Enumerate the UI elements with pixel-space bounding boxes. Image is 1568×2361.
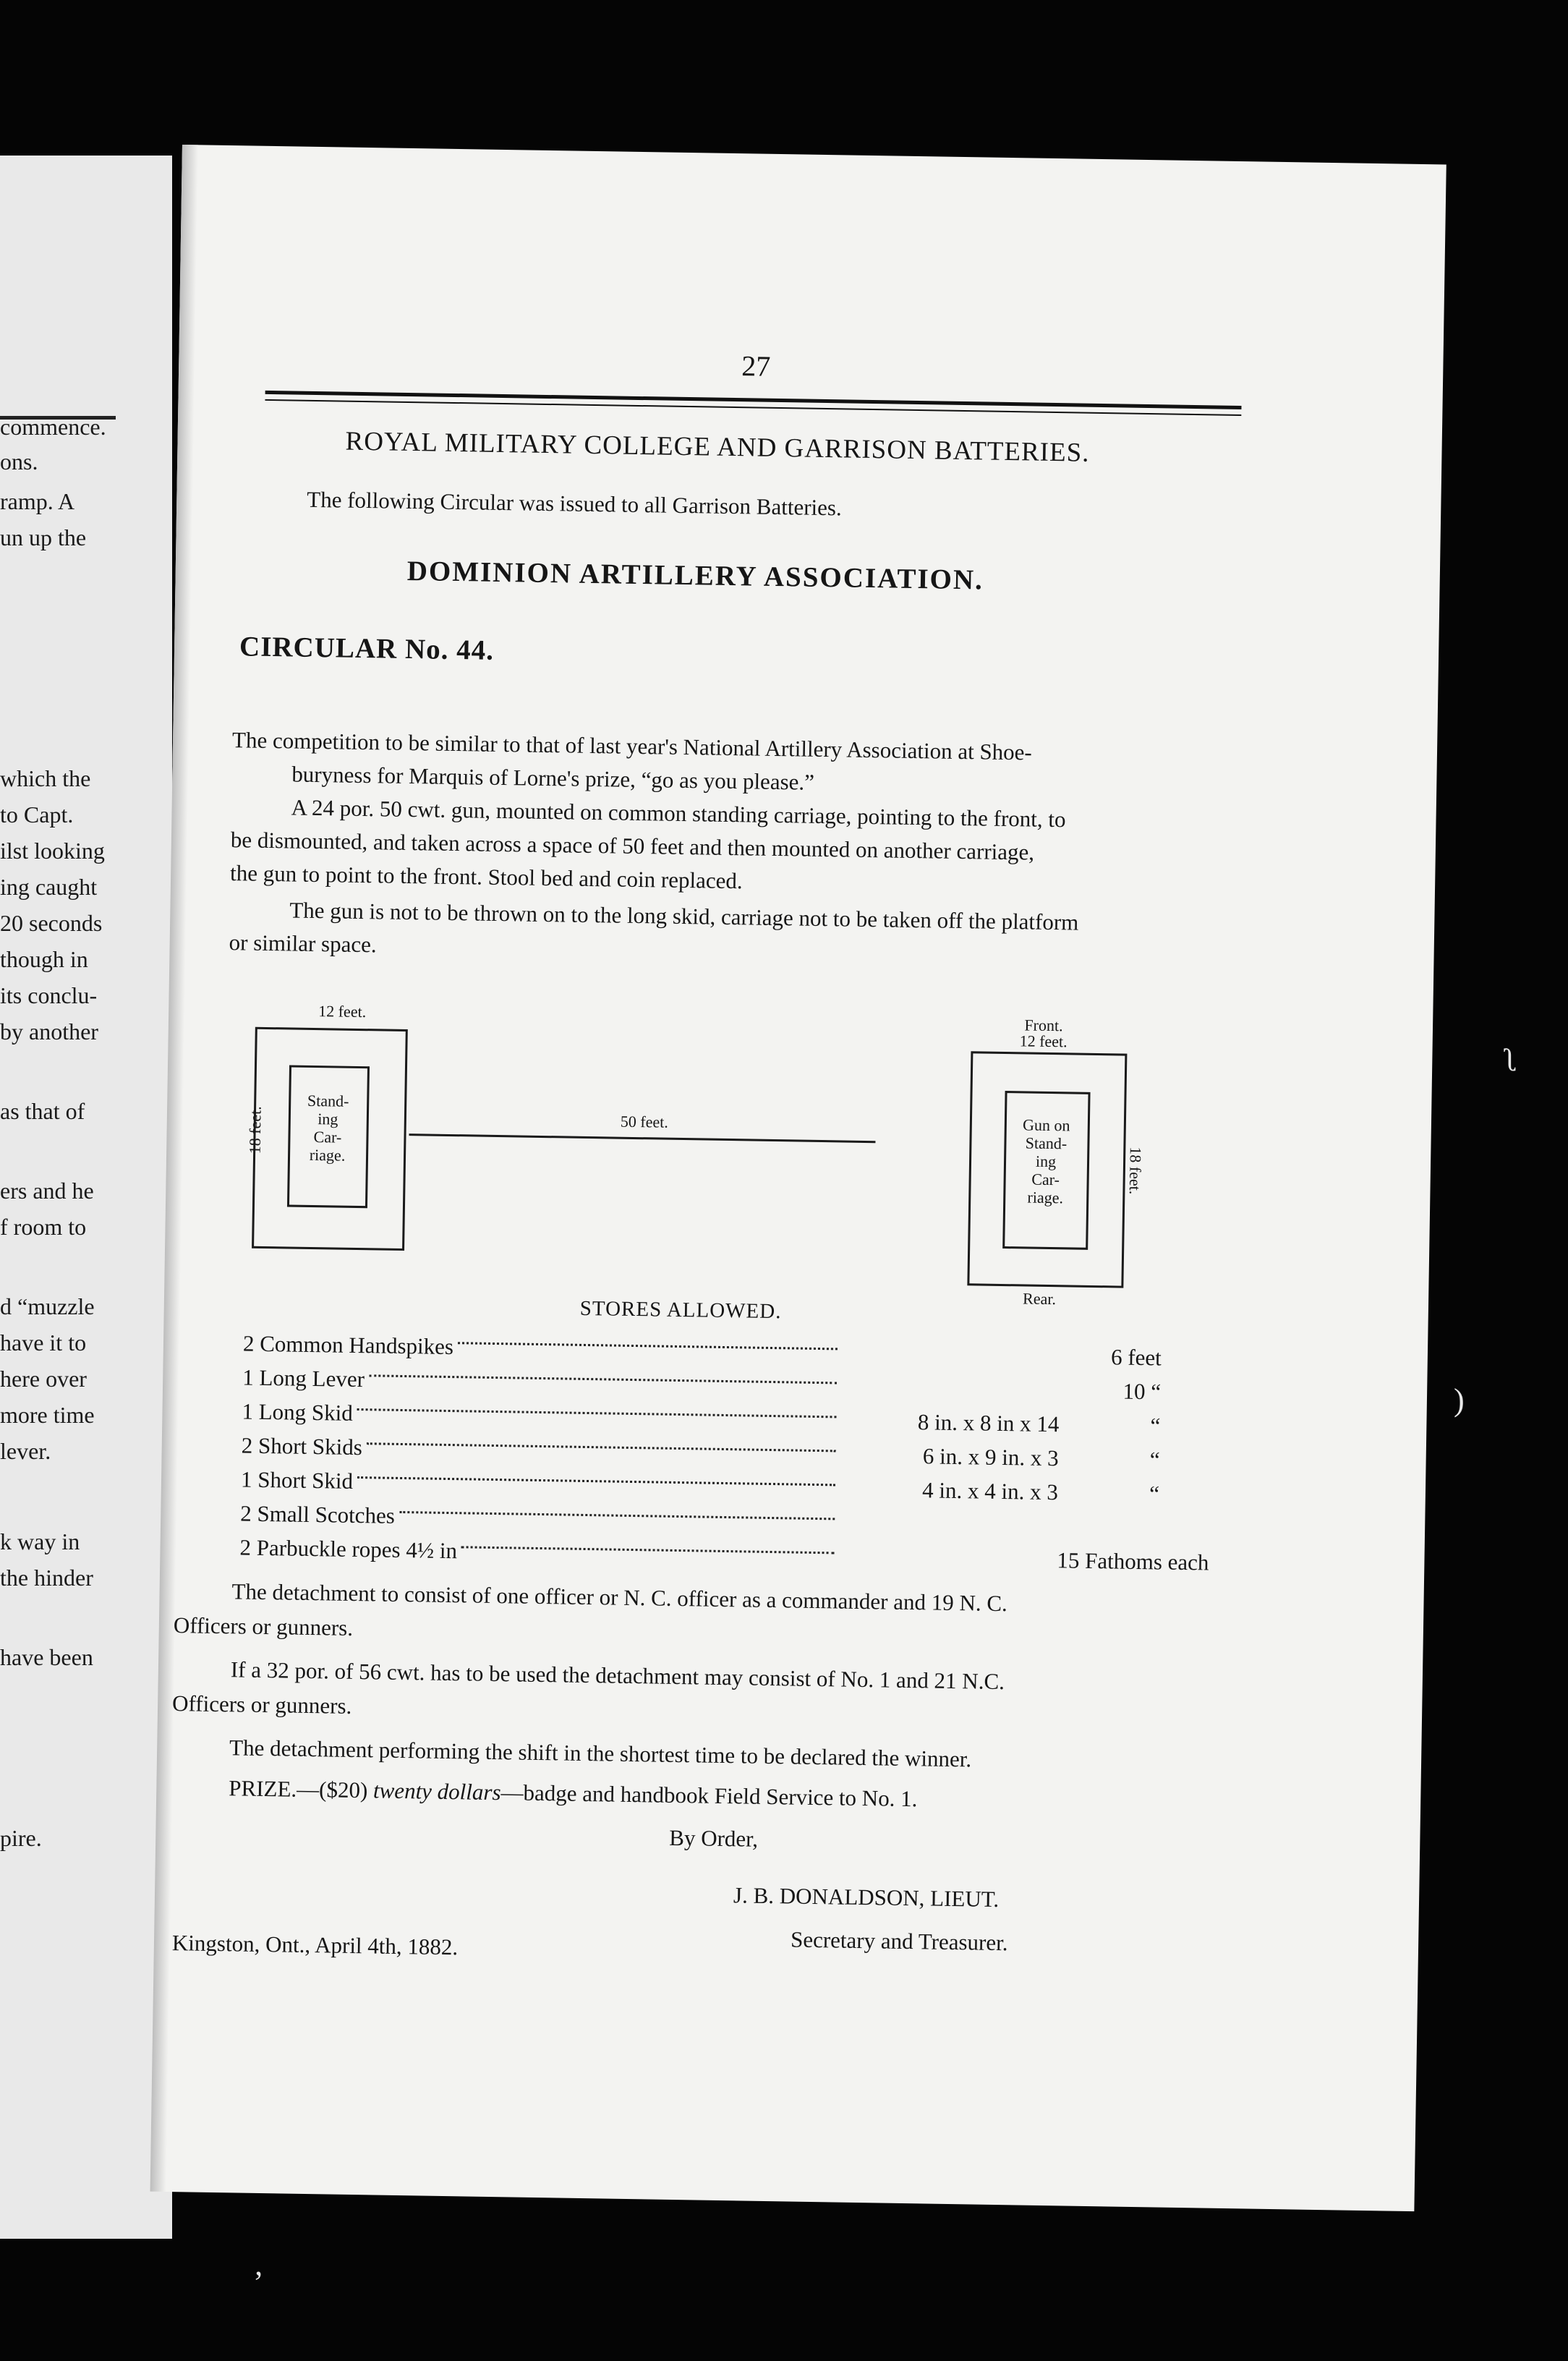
paragraph-line: The detachment to consist of one officer or N. C. officer as a commander and 19 N. C. [231,1578,1008,1617]
store-item: 1 Long Skid [242,1398,354,1426]
store-dimensions [843,1387,1060,1390]
facing-page-fragment: pire. [0,1825,42,1851]
circular-number: CIRCULAR No. 44. [239,631,495,666]
facing-page-fragment: more time [0,1402,95,1428]
store-dimensions: 4 in. x 4 in. x 3 [921,1476,1059,1505]
facing-page-fragment: ers and he [0,1178,94,1204]
paragraph-line: be dismounted, and taken across a space of 50 feet and then mounted on another carriage, [230,827,1035,865]
store-item: 1 Long Lever [242,1364,365,1392]
facing-page-fragment: f room to [0,1214,87,1240]
facing-page-fragment: commence. [0,414,106,440]
paragraph-line: or similar space. [229,929,377,958]
store-dimensions: 8 in. x 8 in x 14 [917,1408,1060,1437]
store-length: “ [1149,1480,1160,1506]
leader-dots [357,1476,835,1486]
distance-line [409,1133,876,1143]
front-label: Front. [1024,1016,1063,1035]
right-width-label: 12 feet. [1019,1031,1068,1051]
paragraph-line: The detachment performing the shift in the shortest time to be declared the winner. [229,1735,972,1772]
rear-label: Rear. [1022,1289,1057,1309]
platform-diagram [245,992,1261,1312]
store-dimensions [840,1557,1057,1560]
paragraph-line: The competition to be similar to that of last year's National Artillery Association at Shoe- [231,727,1033,765]
signatory-name: J. B. DONALDSON, LIEUT. [733,1882,1000,1913]
facing-page-fragment: ons. [0,448,38,475]
store-dimensions [840,1523,1057,1526]
facing-page-fragment: ilst looking [0,838,105,864]
paragraph-line: buryness for Marquis of Lorne's prize, “go as you please.” [291,761,815,795]
store-length [1057,1526,1159,1528]
leader-dots [357,1408,837,1418]
by-order: By Order, [669,1824,759,1852]
distance-label: 50 feet. [620,1112,669,1131]
store-length: 6 feet [1110,1343,1162,1370]
left-width-label: 12 feet. [318,1002,367,1021]
paragraph-line: The gun is not to be thrown on to the long skid, carriage not to be taken off the platform [289,897,1079,935]
signatory-title: Secretary and Treasurer. [790,1926,1008,1956]
association-heading: DOMINION ARTILLERY ASSOCIATION. [406,555,984,596]
paragraph-line: A 24 por. 50 cwt. gun, mounted on common standing carriage, pointing to the front, to [291,794,1066,833]
facing-page-fragment: which the [0,765,91,791]
right-carriage-label: Gun on Stand- ing Car- riage. [1022,1115,1070,1207]
facing-page-fragment: its conclu- [0,982,98,1008]
paragraph-line: Officers or gunners. [171,1690,352,1719]
store-dimensions: 6 in. x 9 in. x 3 [922,1442,1059,1471]
section-heading: ROYAL MILITARY COLLEGE AND GARRISON BATTERIES. [345,426,1090,468]
leader-dots [399,1511,835,1520]
facing-page-fragment: k way in [0,1528,80,1554]
facing-page-fragment: though in [0,946,88,972]
document-page [150,145,1446,2211]
store-item: 1 Short Skid [240,1466,354,1494]
speck-mark: ) [1454,1382,1465,1418]
facing-page-fragment: d “muzzle [0,1293,95,1319]
speck-mark: ʅ [1504,1042,1519,1078]
stores-list [239,1327,1209,1579]
intro-line: The following Circular was issued to all Garrison Batteries. [307,486,843,521]
store-length: “ [1149,1446,1160,1472]
facing-page-fragment: ramp. A [0,488,75,514]
prize-amount: twenty dollars [372,1777,501,1805]
speck-mark: ʼ [253,2265,264,2300]
facing-page-fragment: ing caught [0,874,98,900]
paragraph-line: If a 32 por. of 56 cwt. has to be used the detachment may consist of No. 1 and 21 N.C. [230,1656,1005,1695]
leader-dots [461,1546,835,1554]
facing-page-fragment: by another [0,1018,98,1045]
facing-page-fragment: 20 seconds [0,910,103,936]
left-depth-label: 18 feet. [245,1106,265,1154]
paragraph-line: Officers or gunners. [173,1612,354,1641]
left-carriage-label: Stand- ing Car- riage. [307,1091,349,1165]
store-length: 10 “ [1122,1378,1162,1404]
facing-page-fragment: lever. [0,1438,51,1464]
leader-dots [369,1374,837,1384]
facing-page-fragment: the hinder [0,1565,93,1591]
prize-line [229,1771,918,1816]
paragraph-line: the gun to point to the front. Stool bed and coin replaced. [229,860,743,894]
stores-title: STORES ALLOWED. [579,1296,782,1324]
store-length: “ [1150,1412,1161,1438]
store-dimensions [843,1353,1060,1356]
facing-page-fragment: here over [0,1366,87,1392]
facing-page-fragment: as that of [0,1098,85,1124]
store-length: 15 Fathoms each [1057,1547,1209,1575]
store-item: 2 Common Handspikes [242,1330,454,1359]
facing-page-fragment: to Capt. [0,801,74,828]
prize-rest: —badge and handbook Field Service to No. 1. [500,1779,918,1812]
facing-page-fragment: un up the [0,524,87,550]
right-depth-label: 18 feet. [1125,1147,1145,1195]
leader-dots [367,1442,836,1452]
leader-dots [458,1342,838,1350]
facing-page-fragment: have it to [0,1330,87,1356]
prize-label: PRIZE.—($20) [229,1775,368,1803]
facing-page-fragment: have been [0,1644,93,1670]
store-item: 2 Short Skids [241,1432,363,1460]
page-number: 27 [741,349,771,383]
place-date: Kingston, Ont., April 4th, 1882. [171,1930,459,1960]
store-item: 2 Small Scotches [240,1499,396,1528]
store-item: 2 Parbuckle ropes 4½ in [239,1533,458,1563]
